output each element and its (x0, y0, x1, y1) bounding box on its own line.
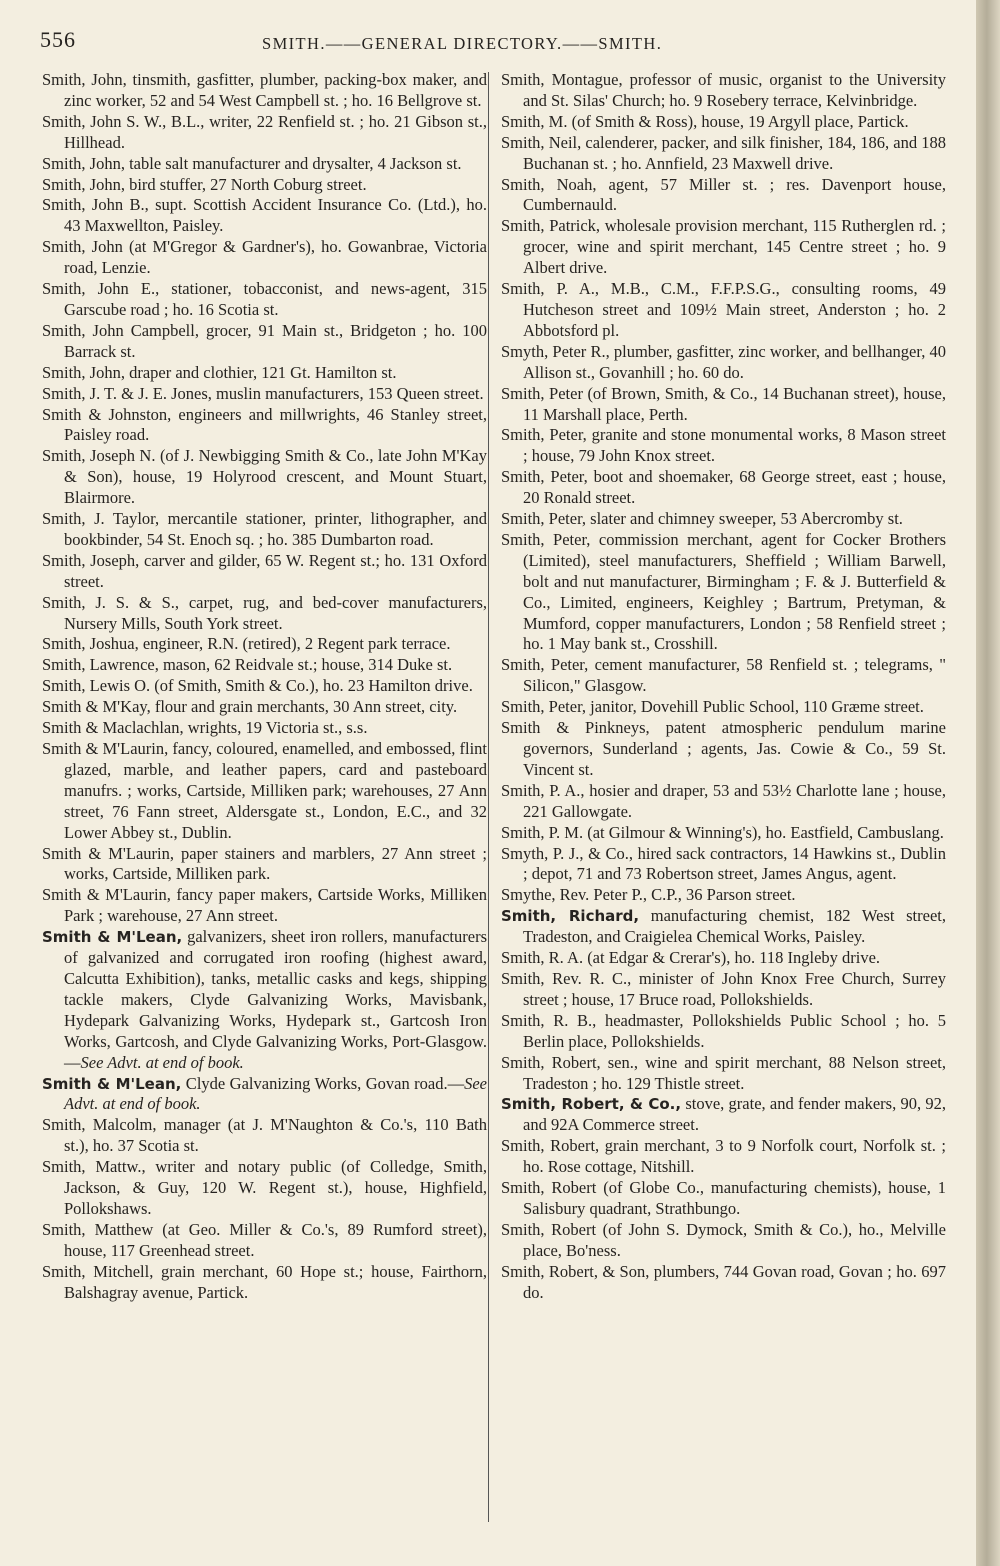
directory-entry (501, 70, 946, 112)
directory-entry (42, 676, 487, 697)
entry-text: Smith, Peter, commission merchant, agent for Cocker Brothers (Limited), steel manufacturers, Sheffield ; William Barwell, bolt and nut manufacturer, Birmingham ; F. & J. Butterfield & Co., Limited, engineers, Keighley ; Bartrum, Pretyman, & Mumford, copper manufacturers, London ; 58 Renfield street ; ho. 1 May bank st., Crosshill. (501, 529, 946, 654)
directory-entry (42, 1115, 487, 1157)
entry-text: Smith & Pinkneys, patent atmospheric pendulum marine governors, Sunderland ; agents, Jas. Cowie & Co., 59 St. Vincent st. (501, 718, 946, 779)
entry-text: Smith, Lewis O. (of Smith, Smith & Co.), ho. 23 Hamilton drive. (42, 676, 473, 696)
entry-text: Smith, Peter, janitor, Dovehill Public School, 110 Græme street. (501, 697, 924, 717)
directory-entry (501, 509, 946, 530)
entry-text: Smith, Robert (of Globe Co., manufacturing chemists), house, 1 Salisbury quadrant, Strathbungo. (501, 1178, 946, 1218)
directory-entry (42, 739, 487, 844)
entry-text: Smith, John (at M'Gregor & Gardner's), ho. Gowanbrae, Victoria road, Lenzie. (42, 237, 487, 278)
entry-text: Smith, M. (of Smith & Ross), house, 19 Argyll place, Partick. (501, 111, 909, 131)
directory-entry (42, 509, 487, 551)
entry-text: Smith, Mattw., writer and notary public (of Colledge, Smith, Jackson, & Guy, 120 W. Regent st.), house, Highfield, Pollokshaws. (42, 1157, 487, 1218)
entry-text: Smith, J. Taylor, mercantile stationer, printer, lithographer, and bookbinder, 54 St. Enoch sq. ; ho. 385 Dumbarton road. (42, 509, 487, 549)
entry-text: Smith, R. B., headmaster, Pollokshields Public School ; ho. 5 Berlin place, Pollokshields. (501, 1010, 946, 1051)
left-column (42, 70, 487, 1303)
directory-entry (501, 467, 946, 509)
entry-text: Clyde Galvanizing Works, Govan road.— (181, 1073, 465, 1093)
directory-entry (501, 844, 946, 886)
entry-text: Smith & M'Kay, flour and grain merchants, 30 Ann street, city. (42, 697, 458, 717)
entry-text: Smith, John B., supt. Scottish Accident Insurance Co. (Ltd.), ho. 43 Maxwellton, Paisley. (42, 195, 487, 236)
directory-entry (42, 1157, 487, 1220)
entry-text: Smith, Peter (of Brown, Smith, & Co., 14 Buchanan street), house, 11 Marshall place, Perth. (501, 383, 946, 424)
entry-text: Smith, J. T. & J. E. Jones, muslin manufacturers, 153 Queen street. (42, 383, 484, 403)
directory-entry (501, 655, 946, 697)
entry-text: Smith, R. A. (at Edgar & Crerar's), ho. 118 Ingleby drive. (501, 948, 881, 968)
entry-text: Smith, Robert (of John S. Dymock, Smith & Co.), ho., Melville place, Bo'ness. (501, 1219, 946, 1260)
entry-text: Smith, Robert, sen., wine and spirit merchant, 88 Nelson street, Tradeston ; ho. 129 Thistle street. (501, 1052, 946, 1093)
entry-text: Smith, Peter, slater and chimney sweeper, 53 Abercromby st. (501, 509, 903, 529)
entry-name-bold: Smith, Robert, & Co., (501, 1095, 682, 1114)
directory-entry (42, 237, 487, 279)
directory-entry (42, 1074, 487, 1116)
directory-entry (42, 363, 487, 384)
entry-text: Smith, Joseph, carver and gilder, 65 W. Regent st.; ho. 131 Oxford street. (42, 550, 487, 591)
entry-text: Smith, Peter, boot and shoemaker, 68 George street, east ; house, 20 Ronald street. (501, 467, 946, 508)
entry-text: Smith, John E., stationer, tobacconist, and news-agent, 315 Garscube road ; ho. 16 Scotia st. (42, 279, 487, 319)
entry-text: Smith, P. M. (at Gilmour & Winning's), ho. Eastfield, Cambuslang. (501, 822, 944, 842)
entry-text: Smith, J. S. & S., carpet, rug, and bed-cover manufacturers, Nursery Mills, South York street. (42, 592, 487, 633)
directory-entry (501, 885, 946, 906)
entry-text: Smith, Matthew (at Geo. Miller & Co.'s, 89 Rumford street), house, 117 Greenhead street. (42, 1219, 487, 1260)
entry-text: Smith, Noah, agent, 57 Miller st. ; res. Davenport house, Cumbernauld. (501, 174, 946, 215)
entry-text: Smith, Patrick, wholesale provision merchant, 115 Rutherglen rd. ; grocer, wine and spirit merchant, 145 Centre street ; ho. 9 Albert drive. (501, 216, 946, 278)
running-head: SMITH.——GENERAL DIRECTORY.——SMITH. (262, 34, 663, 53)
directory-entry (501, 112, 946, 133)
directory-entry (42, 1262, 487, 1304)
entry-text: Smith, John Campbell, grocer, 91 Main st., Bridgeton ; ho. 100 Barrack st. (42, 320, 487, 361)
directory-entry (42, 718, 487, 739)
directory-entry (42, 844, 487, 886)
directory-entry (42, 634, 487, 655)
directory-entry (501, 1053, 946, 1095)
column-divider (488, 72, 489, 1522)
directory-entry (501, 216, 946, 279)
entry-text: Smith, Rev. R. C., minister of John Knox Free Church, Surrey street ; house, 17 Bruce road, Pollokshields. (501, 968, 946, 1009)
entry-name-bold: Smith, Richard, (501, 907, 640, 926)
entry-text: Smith & M'Laurin, fancy, coloured, enamelled, and embossed, flint glazed, marble, and leather papers, card and pasteboard manufrs. ; works, Cartside, Milliken park; warehouses, 27 Ann street, 76 Fann street, Aldersgate st., London, E.C., and 32 Lower Abbey st., Dublin. (42, 739, 488, 842)
advert-note: See Advt. at end of book. (64, 1073, 487, 1114)
entry-text: Smith, P. A., M.B., C.M., F.F.P.S.G., consulting rooms, 49 Hutcheson street and 109½ Main street, Anderston ; ho. 2 Abbotsford pl. (501, 279, 946, 340)
entry-text: Smith, John, bird stuffer, 27 North Coburg street. (42, 174, 367, 194)
directory-entry (501, 425, 946, 467)
entry-text: Smith, Lawrence, mason, 62 Reidvale st.; house, 314 Duke st. (42, 655, 453, 675)
entry-text: Smith & Maclachlan, wrights, 19 Victoria st., s.s. (42, 718, 368, 738)
directory-entry (501, 948, 946, 969)
directory-entry (42, 384, 487, 405)
directory-entry (42, 321, 487, 363)
directory-entry (501, 1220, 946, 1262)
directory-entry (501, 906, 946, 948)
entry-text: Smith, Joseph N. (of J. Newbigging Smith & Co., late John M'Kay & Son), house, 19 Holyrood crescent, and Mount Stuart, Blairmore. (42, 446, 487, 508)
directory-entry (42, 175, 487, 196)
entry-name-bold: Smith & M'Lean, (42, 928, 183, 947)
directory-entry (501, 175, 946, 217)
directory-entry (42, 112, 487, 154)
entry-text: Smith, Peter, granite and stone monumental works, 8 Mason street ; house, 79 John Knox street. (501, 425, 946, 466)
directory-entry (501, 279, 946, 342)
entry-text: Smith & M'Laurin, fancy paper makers, Cartside Works, Milliken Park ; warehouse, 27 Ann street. (42, 885, 487, 926)
right-column (501, 70, 946, 1303)
entry-text: Smith, John, tinsmith, gasfitter, plumber, packing-box maker, and zinc worker, 52 and 54 West Campbell st. ; ho. 16 Bellgrove st. (42, 70, 487, 110)
entry-name-bold: Smith & M'Lean, (42, 1074, 182, 1093)
entry-text: Smythe, Rev. Peter P., C.P., 36 Parson street. (501, 885, 796, 905)
directory-entry (501, 697, 946, 718)
directory-entry (501, 718, 946, 781)
directory-entry (501, 1262, 946, 1304)
directory-entry (501, 823, 946, 844)
entry-text: Smith, Joshua, engineer, R.N. (retired), 2 Regent park terrace. (42, 634, 451, 654)
directory-entry (501, 969, 946, 1011)
page-header (40, 27, 980, 57)
book-gutter (976, 0, 1000, 1566)
directory-entry (42, 70, 487, 112)
entry-text: Smith, John, table salt manufacturer and drysalter, 4 Jackson st. (42, 153, 462, 173)
page-number: 556 (40, 27, 76, 52)
directory-entry (501, 133, 946, 175)
entry-text: stove, grate, and fender makers, 90, 92, and 92A Commerce street. (523, 1094, 946, 1135)
directory-entry (42, 154, 487, 175)
directory-entry (42, 405, 487, 447)
directory-entry (42, 279, 487, 321)
entry-text: Smith, John, draper and clothier, 121 Gt. Hamilton st. (42, 362, 397, 382)
directory-entry (501, 781, 946, 823)
entry-text: Smith, John S. W., B.L., writer, 22 Renfield st. ; ho. 21 Gibson st., Hillhead. (42, 111, 487, 152)
directory-entry (501, 1011, 946, 1053)
entry-text: Smith & Johnston, engineers and millwrights, 46 Stanley street, Paisley road. (42, 404, 487, 445)
entry-text: Smith, Robert, & Son, plumbers, 744 Govan road, Govan ; ho. 697 do. (501, 1261, 946, 1302)
entry-text: Smith, Mitchell, grain merchant, 60 Hope st.; house, Fairthorn, Balshagray avenue, Partick. (42, 1261, 487, 1302)
entry-text: Smith, P. A., hosier and draper, 53 and 53½ Charlotte lane ; house, 221 Gallowgate. (501, 780, 946, 821)
entry-text: manufacturing chemist, 182 West street, Tradeston, and Craigielea Chemical Works, Paisley. (523, 906, 946, 947)
entry-text: Smith, Montague, professor of music, organist to the University and St. Silas' Church; ho. 9 Rosebery terrace, Kelvinbridge. (501, 70, 946, 110)
entry-text: Smith, Neil, calenderer, packer, and silk finisher, 184, 186, and 188 Buchanan st. ; ho. Annfield, 23 Maxwell drive. (501, 132, 946, 173)
directory-entry (42, 927, 487, 1073)
directory-entry (501, 342, 946, 384)
directory-entry (42, 551, 487, 593)
entry-text: galvanizers, sheet iron rollers, manufacturers of galvanized and corrugated iron roofing (highest award, Calcutta Exhibition), tanks, metallic casks and kegs, shipping tackle makers, Clyde Galvanizing Works, Mavisbank, Hydepark Galvanizing Works, Hydepark st., Gartcosh Iron Works, Gartcosh, and Clyde Galvanizing Works, Port-Glasgow.— (64, 927, 487, 1072)
entry-text: Smith & M'Laurin, paper stainers and marblers, 27 Ann street ; works, Cartside, Milliken park. (42, 843, 487, 884)
entry-text: Smyth, Peter R., plumber, gasfitter, zinc worker, and bellhanger, 40 Allison st., Govanhill ; ho. 60 do. (501, 341, 946, 382)
directory-entry (42, 885, 487, 927)
entry-text: Smith, Peter, cement manufacturer, 58 Renfield st. ; telegrams, " Silicon," Glasgow. (501, 655, 946, 696)
directory-entry (501, 1178, 946, 1220)
directory-entry (501, 1136, 946, 1178)
entry-text: Smyth, P. J., & Co., hired sack contractors, 14 Hawkins st., Dublin ; depot, 71 and 73 Robertson street, James Angus, agent. (501, 843, 946, 884)
directory-entry (42, 1220, 487, 1262)
directory-entry (501, 384, 946, 426)
directory-entry (501, 1094, 946, 1136)
directory-entry (42, 593, 487, 635)
directory-entry (42, 655, 487, 676)
advert-note: See Advt. at end of book. (80, 1052, 244, 1072)
directory-entry (42, 697, 487, 718)
directory-entry (42, 446, 487, 509)
directory-entry (42, 195, 487, 237)
directory-entry (501, 530, 946, 655)
entry-text: Smith, Malcolm, manager (at J. M'Naughton & Co.'s, 110 Bath st.), ho. 37 Scotia st. (42, 1115, 487, 1156)
entry-text: Smith, Robert, grain merchant, 3 to 9 Norfolk court, Norfolk st. ; ho. Rose cottage, Nitshill. (501, 1136, 946, 1177)
